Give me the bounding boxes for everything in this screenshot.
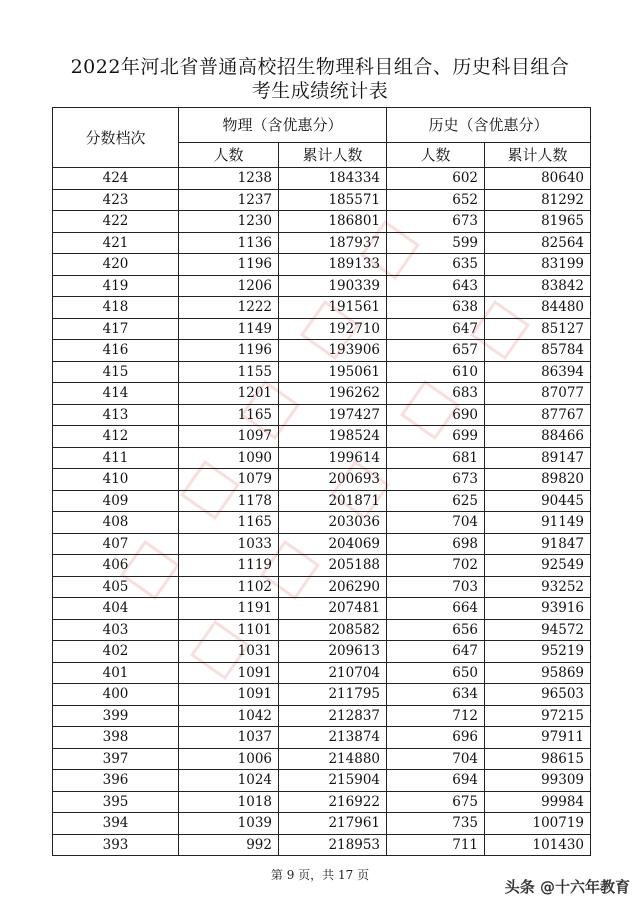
table-row [53,361,591,383]
history-count-cell: 696 [387,727,485,749]
history-count-cell: 702 [387,555,485,577]
history-count-cell: 634 [387,684,485,706]
physics-count-cell: 1191 [179,598,279,620]
score-cell: 405 [53,576,179,598]
history-count-cell: 647 [387,318,485,340]
table-row [53,275,591,297]
table-row [53,211,591,233]
physics-cumulative-cell: 211795 [279,684,387,706]
score-cell: 408 [53,512,179,534]
score-level-header: 分数档次 [53,108,179,168]
score-cell: 418 [53,297,179,319]
physics-cumulative-header: 累计人数 [279,143,387,168]
history-count-cell: 698 [387,533,485,555]
history-cumulative-header: 累计人数 [485,143,591,168]
physics-cumulative-cell: 212837 [279,705,387,727]
physics-count-cell: 1091 [179,662,279,684]
physics-count-cell: 1196 [179,340,279,362]
table-row [53,490,591,512]
table-row [53,555,591,577]
table-row [53,813,591,835]
physics-cumulative-cell: 186801 [279,211,387,233]
physics-cumulative-cell: 193906 [279,340,387,362]
physics-count-cell: 1033 [179,533,279,555]
history-count-cell: 694 [387,770,485,792]
score-cell: 411 [53,447,179,469]
physics-cumulative-cell: 204069 [279,533,387,555]
table-row [53,318,591,340]
score-cell: 409 [53,490,179,512]
score-cell: 406 [53,555,179,577]
physics-cumulative-cell: 210704 [279,662,387,684]
table-row [53,447,591,469]
physics-group-header: 物理（含优惠分） [179,108,387,143]
table-row [53,533,591,555]
score-cell: 402 [53,641,179,663]
physics-count-cell: 1206 [179,275,279,297]
physics-cumulative-cell: 218953 [279,834,387,856]
physics-count-cell: 1101 [179,619,279,641]
physics-count-cell: 1031 [179,641,279,663]
table-row [53,576,591,598]
history-count-cell: 599 [387,232,485,254]
physics-cumulative-cell: 209613 [279,641,387,663]
table-row [53,791,591,813]
score-cell: 398 [53,727,179,749]
physics-count-cell: 1136 [179,232,279,254]
physics-count-cell: 1149 [179,318,279,340]
table-row [53,383,591,405]
history-count-cell: 712 [387,705,485,727]
physics-cumulative-cell: 191561 [279,297,387,319]
physics-cumulative-cell: 207481 [279,598,387,620]
physics-count-cell: 1018 [179,791,279,813]
history-cumulative-cell: 99309 [485,770,591,792]
score-cell: 417 [53,318,179,340]
history-cumulative-cell: 85784 [485,340,591,362]
physics-count-cell: 1042 [179,705,279,727]
physics-cumulative-cell: 198524 [279,426,387,448]
score-cell: 394 [53,813,179,835]
score-cell: 416 [53,340,179,362]
history-cumulative-cell: 95869 [485,662,591,684]
physics-count-cell: 1237 [179,189,279,211]
table-row [53,727,591,749]
physics-count-cell: 1102 [179,576,279,598]
history-group-header: 历史（含优惠分） [387,108,591,143]
table-row [53,232,591,254]
physics-count-cell: 1091 [179,684,279,706]
table-row [53,254,591,276]
physics-count-cell: 1201 [179,383,279,405]
history-cumulative-cell: 89820 [485,469,591,491]
table-row [53,705,591,727]
physics-cumulative-cell: 200693 [279,469,387,491]
history-cumulative-cell: 81965 [485,211,591,233]
table-row [53,404,591,426]
score-cell: 414 [53,383,179,405]
physics-cumulative-cell: 201871 [279,490,387,512]
history-count-cell: 690 [387,404,485,426]
score-cell: 423 [53,189,179,211]
history-count-cell: 703 [387,576,485,598]
history-cumulative-cell: 97215 [485,705,591,727]
history-count-cell: 610 [387,361,485,383]
score-cell: 400 [53,684,179,706]
physics-count-cell: 1178 [179,490,279,512]
score-cell: 404 [53,598,179,620]
physics-cumulative-cell: 205188 [279,555,387,577]
score-cell: 413 [53,404,179,426]
score-cell: 396 [53,770,179,792]
history-cumulative-cell: 95219 [485,641,591,663]
table-row [53,426,591,448]
history-cumulative-cell: 85127 [485,318,591,340]
physics-count-cell: 1119 [179,555,279,577]
physics-count-cell: 1037 [179,727,279,749]
table-row [53,189,591,211]
score-statistics-table [52,107,591,856]
physics-cumulative-cell: 216922 [279,791,387,813]
history-cumulative-cell: 87077 [485,383,591,405]
history-cumulative-cell: 81292 [485,189,591,211]
score-cell: 419 [53,275,179,297]
history-cumulative-cell: 83842 [485,275,591,297]
history-count-cell: 673 [387,469,485,491]
history-count-cell: 657 [387,340,485,362]
physics-cumulative-cell: 197427 [279,404,387,426]
table-row [53,598,591,620]
history-cumulative-cell: 92549 [485,555,591,577]
physics-count-cell: 992 [179,834,279,856]
history-count-cell: 711 [387,834,485,856]
physics-count-cell: 1230 [179,211,279,233]
score-cell: 399 [53,705,179,727]
physics-count-cell: 1090 [179,447,279,469]
history-cumulative-cell: 91149 [485,512,591,534]
score-cell: 421 [53,232,179,254]
history-cumulative-cell: 91847 [485,533,591,555]
physics-cumulative-cell: 195061 [279,361,387,383]
table-row [53,340,591,362]
physics-cumulative-cell: 203036 [279,512,387,534]
table-row [53,619,591,641]
score-cell: 393 [53,834,179,856]
score-cell: 403 [53,619,179,641]
history-cumulative-cell: 84480 [485,297,591,319]
physics-count-cell: 1079 [179,469,279,491]
score-cell: 407 [53,533,179,555]
history-cumulative-cell: 99984 [485,791,591,813]
history-cumulative-cell: 97911 [485,727,591,749]
history-cumulative-cell: 80640 [485,168,591,190]
history-cumulative-cell: 90445 [485,490,591,512]
history-cumulative-cell: 93252 [485,576,591,598]
history-cumulative-cell: 100719 [485,813,591,835]
physics-count-cell: 1039 [179,813,279,835]
score-cell: 397 [53,748,179,770]
table-row [53,770,591,792]
physics-cumulative-cell: 184334 [279,168,387,190]
table-row [53,684,591,706]
history-count-cell: 664 [387,598,485,620]
history-cumulative-cell: 98615 [485,748,591,770]
history-cumulative-cell: 87767 [485,404,591,426]
physics-cumulative-cell: 192710 [279,318,387,340]
history-cumulative-cell: 96503 [485,684,591,706]
physics-cumulative-cell: 196262 [279,383,387,405]
history-count-cell: 643 [387,275,485,297]
table-row [53,662,591,684]
table-row [53,748,591,770]
table-row [53,512,591,534]
table-row [53,834,591,856]
history-count-cell: 673 [387,211,485,233]
title-line-2: 考生成绩统计表 [251,80,389,102]
history-count-cell: 704 [387,748,485,770]
table-row [53,469,591,491]
table-row [53,297,591,319]
history-count-cell: 602 [387,168,485,190]
history-cumulative-cell: 89147 [485,447,591,469]
source-credit: 头条 @十六年教育 [504,878,630,896]
history-count-cell: 635 [387,254,485,276]
score-cell: 420 [53,254,179,276]
score-cell: 410 [53,469,179,491]
table-body [53,168,591,856]
page-footer: 第 9 页，共 17 页 [270,868,370,882]
physics-count-cell: 1222 [179,297,279,319]
table-row [53,641,591,663]
title-line-1: 2022年河北省普通高校招生物理科目组合、历史科目组合 [70,56,570,78]
physics-count-cell: 1196 [179,254,279,276]
history-count-header: 人数 [387,143,485,168]
physics-count-cell: 1165 [179,512,279,534]
history-count-cell: 699 [387,426,485,448]
physics-cumulative-cell: 215904 [279,770,387,792]
score-cell: 395 [53,791,179,813]
history-cumulative-cell: 93916 [485,598,591,620]
history-count-cell: 625 [387,490,485,512]
physics-count-cell: 1155 [179,361,279,383]
history-count-cell: 650 [387,662,485,684]
physics-cumulative-cell: 213874 [279,727,387,749]
score-cell: 422 [53,211,179,233]
history-cumulative-cell: 82564 [485,232,591,254]
history-cumulative-cell: 94572 [485,619,591,641]
history-cumulative-cell: 83199 [485,254,591,276]
score-cell: 401 [53,662,179,684]
physics-count-header: 人数 [179,143,279,168]
history-cumulative-cell: 101430 [485,834,591,856]
history-count-cell: 647 [387,641,485,663]
history-count-cell: 675 [387,791,485,813]
history-count-cell: 656 [387,619,485,641]
physics-cumulative-cell: 190339 [279,275,387,297]
score-cell: 424 [53,168,179,190]
score-cell: 412 [53,426,179,448]
physics-cumulative-cell: 214880 [279,748,387,770]
physics-cumulative-cell: 187937 [279,232,387,254]
history-cumulative-cell: 86394 [485,361,591,383]
physics-count-cell: 1006 [179,748,279,770]
table-row [53,168,591,190]
physics-count-cell: 1165 [179,404,279,426]
physics-cumulative-cell: 189133 [279,254,387,276]
history-count-cell: 735 [387,813,485,835]
history-count-cell: 652 [387,189,485,211]
physics-cumulative-cell: 217961 [279,813,387,835]
history-count-cell: 704 [387,512,485,534]
physics-count-cell: 1238 [179,168,279,190]
physics-cumulative-cell: 206290 [279,576,387,598]
physics-cumulative-cell: 199614 [279,447,387,469]
history-count-cell: 638 [387,297,485,319]
physics-cumulative-cell: 185571 [279,189,387,211]
score-cell: 415 [53,361,179,383]
physics-cumulative-cell: 208582 [279,619,387,641]
physics-count-cell: 1097 [179,426,279,448]
history-count-cell: 683 [387,383,485,405]
history-cumulative-cell: 88466 [485,426,591,448]
physics-count-cell: 1024 [179,770,279,792]
history-count-cell: 681 [387,447,485,469]
